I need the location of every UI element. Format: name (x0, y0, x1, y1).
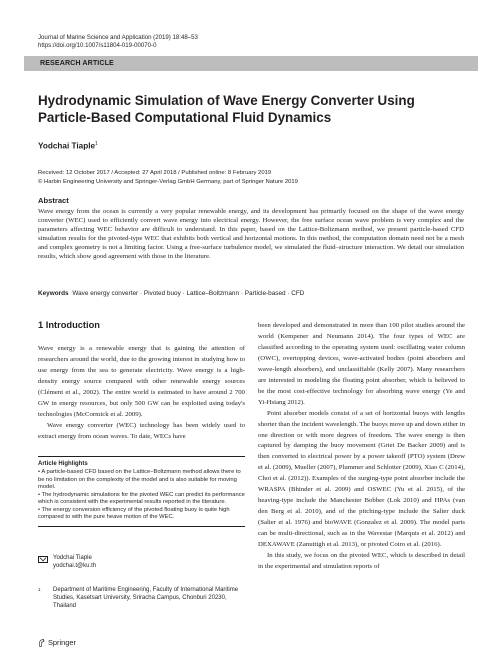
publisher-logo (38, 638, 76, 647)
abstract-text: Wave energy from the ocean is currently a very popular renewable energy, and its development has primarily focused on the shape of the wave energy converter (WEC) used to efficiently convert wave energy into electrical energy. However, the free surface ocean wave problem is very complex and the parameters affecting WEC behavior are difficult to understand. In this paper, based on the Lattice-Boltzmann method, we present particle-based CFD simulation results for the pivoted-type WEC that exhibits both vertical and horizontal motions. In this method, the computation domain need not be a mesh and complex geometry is not a limiting factor. Using a free-surface turbulence model, we simulated the fluid–structure interaction. We detail our simulation results, which show good agreement with those in the literature. (38, 208, 464, 261)
highlight-item: • The hydrodynamic simulations for the pivoted WEC can predict its performance which is consistent with the experimental results reported in the literature. (38, 491, 245, 505)
keywords-label: Keywords (38, 290, 69, 297)
publication-dates (38, 169, 298, 186)
publisher-name: Springer (48, 638, 76, 647)
contact-name: Yodchai Tiaple (53, 555, 92, 561)
journal-header (38, 34, 198, 50)
mail-icon (38, 556, 48, 563)
keywords-list: Wave energy converter · Pivoted buoy · Lattice–Boltzmann · Particle-based · CFD (72, 290, 305, 297)
contact-email[interactable]: yodchai.t@ku.th (53, 562, 97, 569)
author-line (38, 141, 98, 151)
article-type-label: RESEARCH ARTICLE (40, 59, 114, 67)
right-column-body (258, 321, 465, 573)
affiliation-number: 1 (38, 587, 41, 592)
intro-paragraph-1: Wave energy is a renewable energy that is gaining the attention of researchers around the world, due to the growing interest in studying how to use energy from the sea to generate electricity. Wave energy is a high-density energy source compared with other renewable energy sources (Clément et al., 2002). The entire world is estimated to have around 2 700 GW in energy resources, but only 500 GW can be exploited using today's technologies (McCormick et al. 2009). (38, 345, 245, 418)
keywords-line (38, 290, 304, 297)
copyright-line: © Harbin Engineering University and Springer-Verlag GmbH Germany, part of Springer Nature 2019 (38, 178, 298, 185)
author-affiliation-marker: 1 (95, 141, 98, 147)
highlights-heading: Article Highlights (38, 461, 88, 467)
article-highlights-box (38, 456, 245, 527)
intro-paragraph-2: Wave energy converter (WEC) technology has been widely used to extract energy from ocean waves. To date, WECs have (38, 421, 245, 440)
contact-details (53, 555, 96, 570)
intro-paragraph-4: Point absorber models consist of a set of horizontal buoys with lengths shorter than the incident wavelength. The buoys move up and down either in one direction or with more degrees of freedom. The wave energy is then captured by damping the buoy movement (Griet De Backer 2009) and is then converted to electrical power by a power takeoff (PTO) system (Drew et al. (2009), Mueller (2007), Plummer and Schlotter (2009), Xiao C (2014), Choi et al. (2012)). Examples of the surging-type point absorber include the WRASPA (Bhinder et al. 2009) and OSWEC (Yu et al. 2015), of the heaving-type include the Manchester Bobber (Lok 2010) and HPAs (van den Berg et al. 2010), and of the pitching-type include the Salter duck (Salter et al. 1976) and bioWAVE (Gonzalez et al. 2009). The model parts can be multi-directional, such as in the Wavestar (Marquis et al. 2012) and DEXAWAVE (Zanuttigh et al. 2013), or pivoted Coiro et al. (2016). (258, 409, 466, 549)
article-title-line2: Particle-Based Computational Fluid Dynamics (38, 109, 332, 125)
author-name[interactable]: Yodchai Tiaple (38, 141, 96, 151)
received-accepted-dates: Received: 12 October 2017 / Accepted: 27 April 2018 / Published online: 8 February 2019 (38, 170, 272, 176)
left-column-body (38, 344, 245, 443)
highlight-item: • The energy conversion efficiency of the pivoted floating buoy is quite high compared to with the pure heave motion of the WEC. (38, 506, 230, 520)
article-type-banner (24, 56, 478, 71)
affiliation-text: Department of Maritime Engineering, Faculty of International Maritime Studies, Kasetsart University, Sriracha Campus, Chonburi 20230, Thailand (53, 587, 239, 609)
springer-horse-icon (38, 639, 45, 647)
journal-citation: Journal of Marine Science and Application (2019) 18:48–53 (38, 34, 198, 41)
article-title (38, 93, 458, 127)
section-heading-introduction: 1 Introduction (38, 320, 100, 330)
intro-paragraph-3: been developed and demonstrated in more than 100 pilot studies around the world (Kempener and Neumann 2014). The four types of WEC are classified according to the operating system used: oscillating water column (OWC), overtopping devices, wave-activated bodies (point absorbers and wave-length absorbers), and unclassifiable (Kelly 2007). Many researchers are interested in modeling the floating point absorber, which is believed to be the most cost-effective technology for absorbing wave energy (Ye and Yi-Hsiang 2012). (258, 322, 465, 406)
journal-doi[interactable]: https://doi.org/10.1007/s11804-019-00070-0 (38, 42, 157, 50)
article-title-line1: Hydrodynamic Simulation of Wave Energy Converter Using (38, 93, 415, 108)
intro-paragraph-5: In this study, we focus on the pivoted WEC, which is described in detail in the experimental and simulation reports of (258, 552, 465, 570)
highlight-item: • A particle-based CFD based on the Lattice–Boltzmann method allows there to be no limitation on the complexity of the model and is also suitable for moving model. (38, 469, 241, 490)
abstract-heading: Abstract (38, 196, 69, 205)
